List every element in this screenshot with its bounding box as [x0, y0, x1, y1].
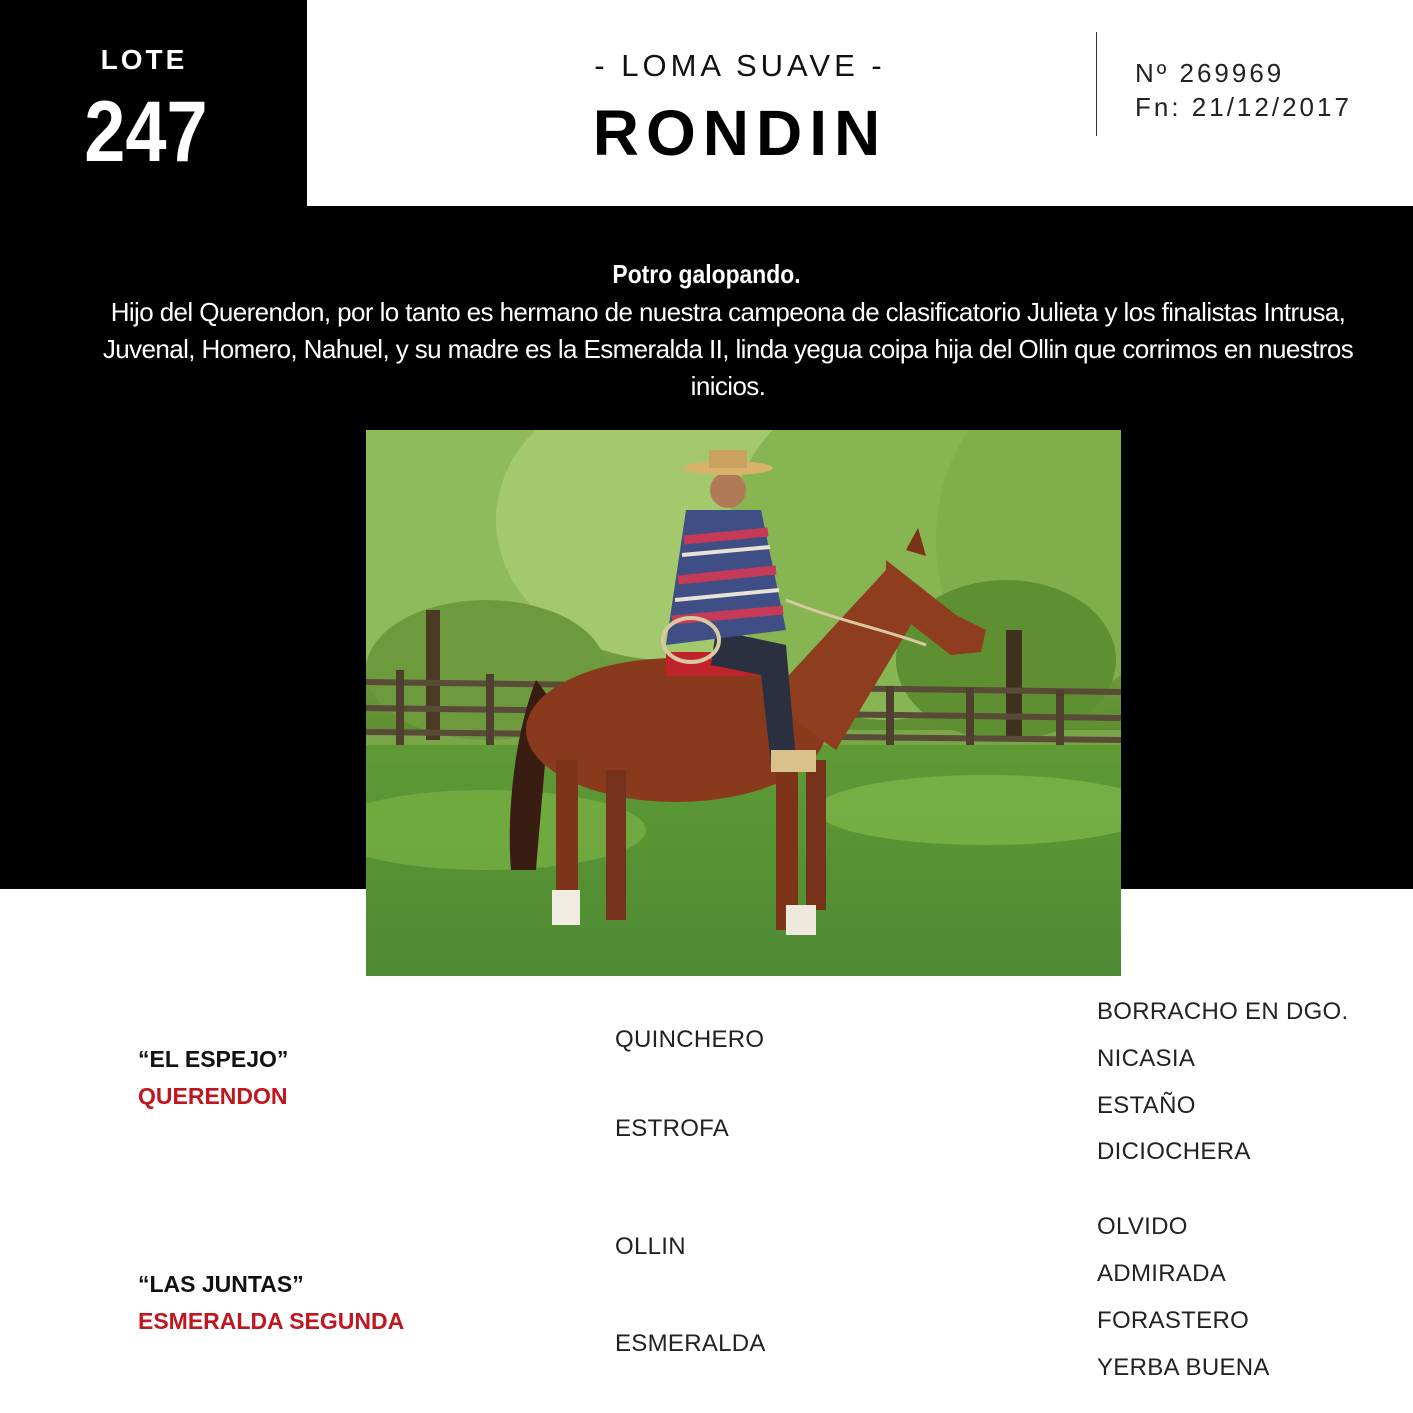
paternal-granddam: ESTROFA [615, 1115, 730, 1142]
birth-date: Fn: 21/12/2017 [1135, 92, 1352, 122]
great-grandparent-4: DICIOCHERA [1097, 1138, 1251, 1165]
great-grandparent-8: YERBA BUENA [1097, 1354, 1270, 1381]
great-grandparent-3: ESTAÑO [1097, 1092, 1196, 1119]
header-divider [1096, 32, 1097, 136]
sire-name: QUERENDON [138, 1083, 288, 1109]
maternal-granddam: ESMERALDA [615, 1330, 766, 1357]
dam-nickname: “LAS JUNTAS” [138, 1271, 304, 1297]
lot-label: LOTE [100, 44, 188, 75]
great-grandparent-2: NICASIA [1097, 1045, 1196, 1072]
horse-photo [366, 430, 1121, 976]
paternal-grandsire: QUINCHERO [615, 1026, 765, 1053]
description-body: Hijo del Querendon, por lo tanto es hermano de nuestra campeona de clasificatorio Julieta y los finalistas Intrusa, Juvenal, Homero, Nahuel, y su madre es la Esmeralda II, linda yegua coipa hija del Ollin que corrimos en nuestros inicios. [102, 297, 1354, 401]
great-grandparent-7: FORASTERO [1097, 1307, 1250, 1334]
breeder-name: - LOMA SUAVE - [594, 48, 886, 83]
dam-name: ESMERALDA SEGUNDA [138, 1308, 405, 1334]
great-grandparent-6: ADMIRADA [1097, 1260, 1227, 1287]
sire-nickname: “EL ESPEJO” [138, 1046, 289, 1072]
great-grandparent-1: BORRACHO EN DGO. [1097, 998, 1349, 1025]
great-grandparent-5: OLVIDO [1097, 1213, 1188, 1240]
description-title: Potro galopando. [612, 259, 801, 289]
horse-name: RONDIN [592, 97, 888, 169]
registration-number: Nº 269969 [1135, 58, 1285, 88]
lot-number: 247 [84, 84, 208, 180]
maternal-grandsire: OLLIN [615, 1233, 686, 1260]
